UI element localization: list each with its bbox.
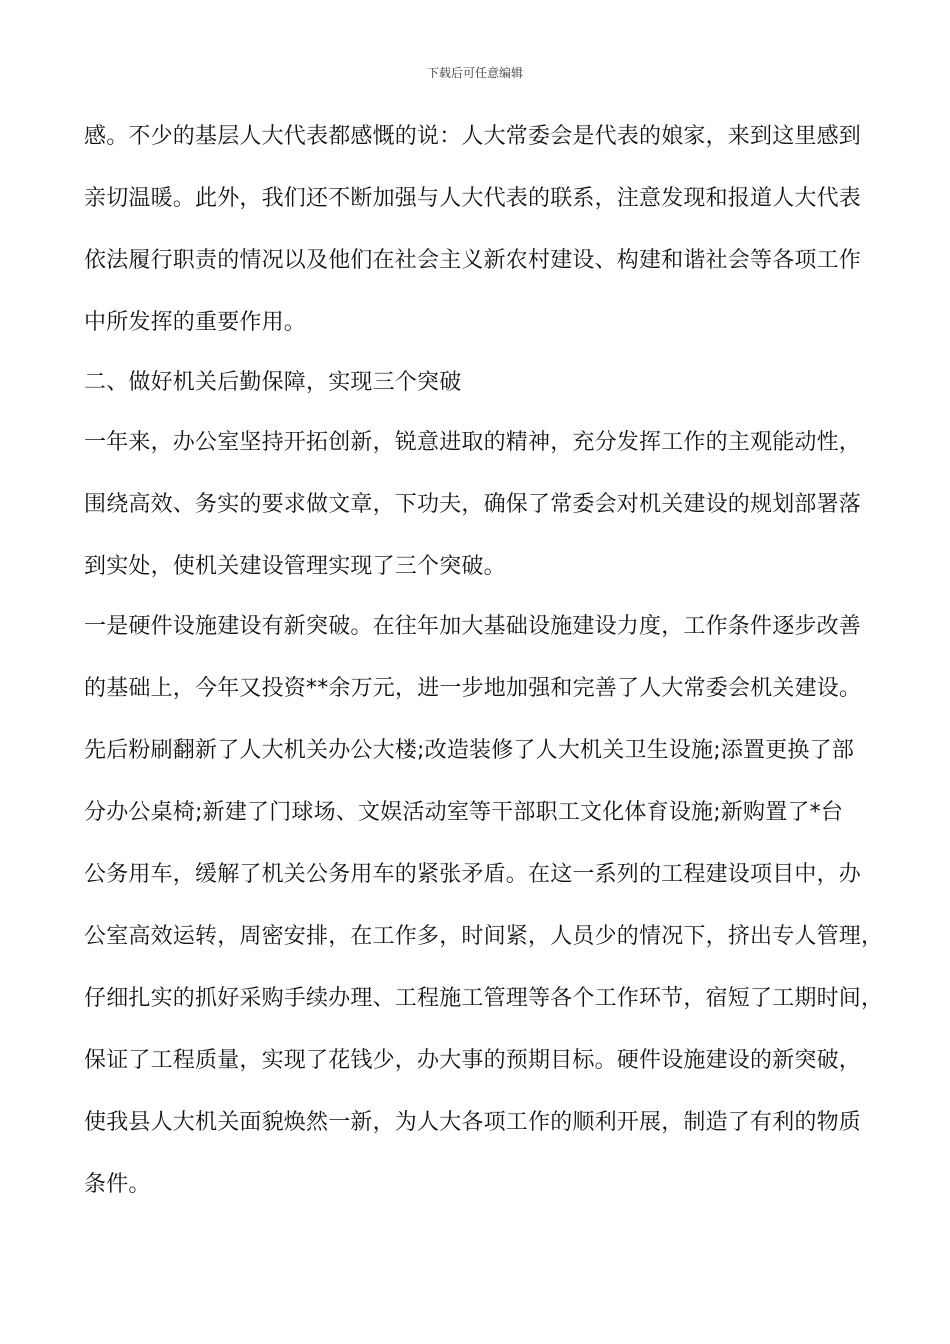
text-line: 到实处，使机关建设管理实现了三个突破。 [84, 554, 506, 579]
text-line: 亲切温暖。此外，我们还不断加强与人大代表的联系，注意发现和报道人大代表 [84, 186, 862, 211]
section-heading: 二、做好机关后勤保障，实现三个突破 [84, 370, 462, 395]
text-line: 公室高效运转，周密安排，在工作多，时间紧，人员少的情况下，挤出专人管理， [84, 924, 884, 949]
document-body [84, 115, 884, 1225]
text-line: 分办公桌椅;新建了门球场、文娱活动室等干部职工文化体育设施;新购置了*台 [84, 800, 844, 825]
text-line: 依法履行职责的情况以及他们在社会主义新农村建设、构建和谐社会等各项工作 [84, 248, 862, 273]
page-header: 下载后可任意编辑 [426, 66, 523, 80]
text-line: 先后粉刷翻新了人大机关办公大楼;改造装修了人大机关卫生设施;添置更换了部 [84, 738, 855, 763]
text-line: 的基础上，今年又投资**余万元，进一步地加强和完善了人大常委会机关建设。 [84, 676, 862, 701]
text-line: 条件。 [84, 1172, 151, 1197]
text-line: 感。不少的基层人大代表都感慨的说：人大常委会是代表的娘家，来到这里感到 [84, 124, 862, 149]
text-line: 围绕高效、务实的要求做文章，下功夫，确保了常委会对机关建设的规划部署落 [84, 492, 862, 517]
text-line: 一是硬件设施建设有新突破。在往年加大基础设施建设力度，工作条件逐步改善 [84, 614, 862, 639]
text-line: 保证了工程质量，实现了花钱少，办大事的预期目标。硬件设施建设的新突破， [84, 1048, 862, 1073]
text-line: 仔细扎实的抓好采购手续办理、工程施工管理等各个工作环节，宿短了工期时间， [84, 986, 884, 1011]
text-line: 一年来，办公室坚持开拓创新，锐意进取的精神，充分发挥工作的主观能动性， [84, 430, 862, 455]
text-line: 公务用车，缓解了机关公务用车的紧张矛盾。在这一系列的工程建设项目中，办 [84, 862, 862, 887]
text-line: 使我县人大机关面貌焕然一新，为人大各项工作的顺利开展，制造了有利的物质 [84, 1110, 862, 1135]
text-line: 中所发挥的重要作用。 [84, 310, 307, 335]
